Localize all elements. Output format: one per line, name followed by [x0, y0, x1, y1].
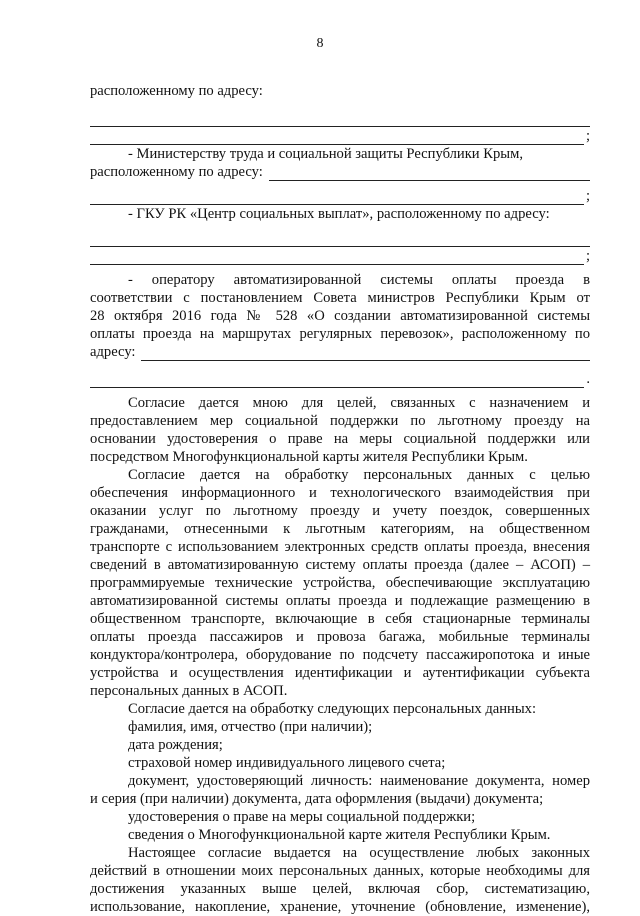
- address-blank-line: ;: [90, 247, 590, 265]
- document-body: [90, 82, 590, 916]
- personal-data-list: [90, 718, 590, 844]
- address-intro: расположенному по адресу:: [90, 83, 263, 99]
- list-item: дата рождения;: [128, 737, 223, 753]
- data-list-heading: Согласие дается на обработку следующих персональных данных:: [128, 701, 537, 717]
- consent-processing-paragraph: Согласие дается на обработку персональных данных с целью обеспечения информационного и технологического взаимодействия при оказании услуг по льготному проезду и учету поездок, совершенных гражданами, отнесенными к льготным категориям, на общественном транспорте с использованием электронных средств оплаты проезда, внесения сведений в автоматизированную систему оплаты проезда (далее – АСОП) – программируемые технические устройства, обеспечивающие эксплуатацию автоматизированной системы оплаты проезда и подлежащие размещению в общественном транспорте, включающие в себя стационарные терминалы оплаты проезда пассажиров и провоза багажа, мобильные терминалы кондуктора/контролера, оборудование по подсчету пассажиропотока и иные устройства и осуществления идентификации и аутентификации субъекта персональных данных в АСОП.: [90, 467, 590, 699]
- list-item: сведения о Многофункциональной карте жителя Республики Крым.: [128, 827, 551, 843]
- address-blank-line: [90, 229, 590, 247]
- address-blank-line: [90, 109, 590, 127]
- address-blank-line: .: [90, 370, 590, 388]
- final-paragraph: Настоящее согласие выдается на осуществление любых законных действий в отношении моих персональных данных, которые необходимы для достижения указанных выше целей, включая сбор, систематизацию, использование, накопление, хранение, уточнение (обновление, изменение),: [90, 845, 590, 915]
- address-blank-line: ;: [90, 127, 590, 145]
- address-blank-line: ;: [90, 187, 590, 205]
- list-item-continuation: и серия (при наличии) документа, дата оформления (выдачи) документа;: [90, 791, 544, 807]
- list-item: фамилия, имя, отчество (при наличии);: [128, 719, 373, 735]
- recipient-ministry-address: расположенному по адресу:: [90, 163, 590, 181]
- page-number: 8: [316, 36, 324, 51]
- recipient-ministry: - Министерству труда и социальной защиты Республики Крым,: [128, 146, 523, 162]
- recipient-gku: - ГКУ РК «Центр социальных выплат», расположенному по адресу:: [128, 206, 550, 222]
- list-item: страховой номер индивидуального лицевого счета;: [128, 755, 446, 771]
- list-item: удостоверения о праве на меры социальной поддержки;: [128, 809, 476, 825]
- list-item: документ, удостоверяющий личность: наименование документа, номер: [128, 773, 590, 789]
- consent-purpose-paragraph: Согласие дается мною для целей, связанных с назначением и предоставлением мер социальной поддержки по льготному проезду на основании удостоверения о праве на меры социальной поддержки или посредством Многофункциональной карты жителя Республики Крым.: [90, 395, 590, 465]
- recipient-operator: - оператору автоматизированной системы оплаты проезда в соответствии с постановлением Совета министров Республики Крым от 28 октября 2016 года № 528 «О создании автоматизированной системы оплаты проезда на маршрутах регулярных перевозок», расположенному по адресу:: [90, 272, 590, 360]
